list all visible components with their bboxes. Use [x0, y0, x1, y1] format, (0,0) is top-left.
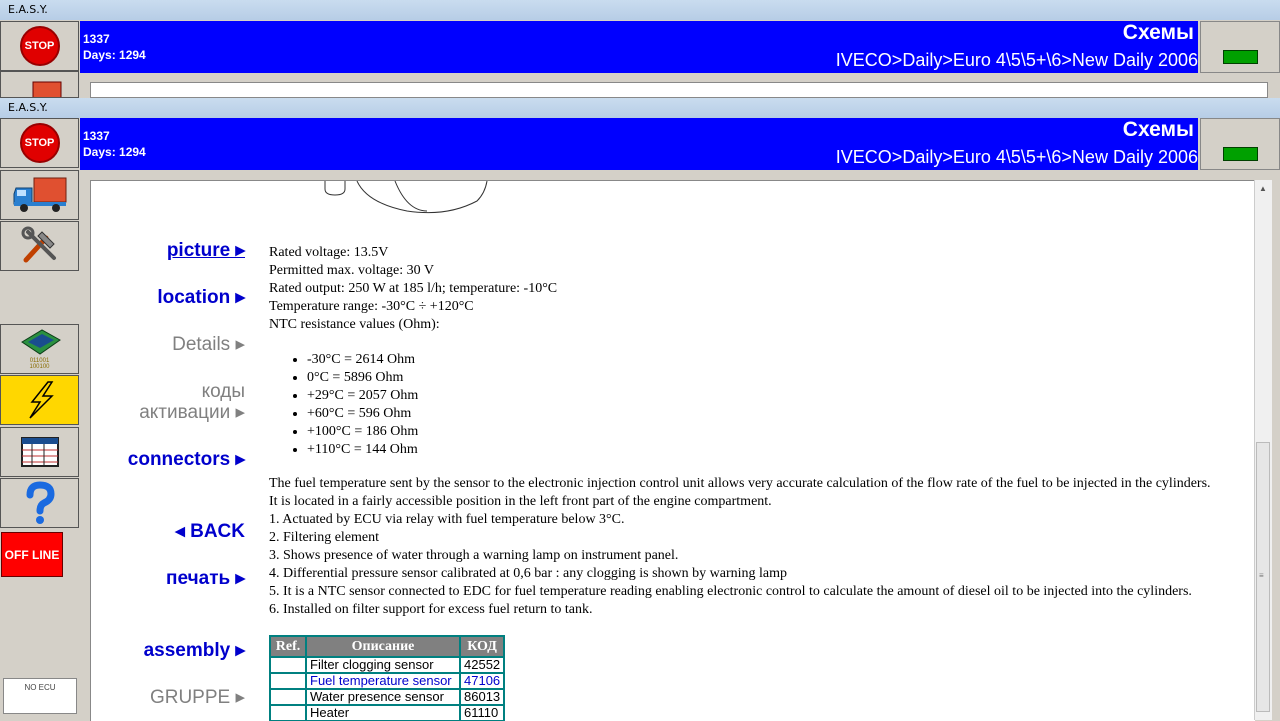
cell-code: 47106 [460, 673, 504, 689]
list-item: • +110°C = 144 Ohm [307, 441, 418, 459]
stop-icon: STOP [20, 123, 60, 163]
header-bar [80, 118, 1198, 170]
spec-line: Rated output: 250 W at 185 l/h; temperature: -10°C [269, 281, 558, 296]
ecu-chip-icon [18, 328, 62, 358]
nav-activation-codes[interactable] [139, 381, 245, 423]
cell-code: 86013 [460, 689, 504, 705]
vehicle-button-back[interactable] [0, 71, 79, 98]
breadcrumb: IVECO>Daily>Euro 4\5\5+\6>New Daily 2006 [835, 50, 1198, 70]
description-line: 1. Actuated by ECU via relay with fuel temperature below 3°C. [269, 512, 625, 527]
ntc-list [269, 351, 418, 459]
parts-table [269, 635, 505, 721]
status-led-icon [1223, 147, 1258, 161]
page-title: Схемы [1122, 21, 1194, 44]
window-title: E.A.S.Y. [8, 101, 48, 114]
list-item: • +29°C = 2057 Ohm [307, 387, 418, 405]
column-header-ref: Ref. [270, 636, 306, 657]
lightning-icon [18, 378, 62, 422]
counter: 1337 [83, 32, 110, 46]
cell-code: 42552 [460, 657, 504, 673]
cell-ref [270, 673, 306, 689]
counter: 1337 [83, 129, 110, 143]
help-button[interactable] [0, 478, 79, 528]
nav-details[interactable]: Details ▸ [172, 334, 245, 355]
ecu-status: NO ECU [3, 678, 77, 714]
stop-button-back[interactable] [0, 21, 79, 71]
component-drawing [317, 181, 537, 217]
cell-ref [270, 689, 306, 705]
truck-icon [12, 176, 68, 214]
nav-assembly[interactable]: assembly ▸ [143, 640, 245, 661]
content-back [90, 82, 1268, 98]
nav-gruppe[interactable]: GRUPPE ▸ [149, 687, 245, 708]
ntc-list-block [269, 351, 418, 459]
question-mark-icon [22, 481, 58, 525]
connection-status [1200, 118, 1280, 170]
offline-indicator: OFF LINE [1, 532, 63, 577]
scroll-up-icon[interactable]: ▲ [1259, 184, 1267, 193]
window-title: E.A.S.Y. [8, 3, 48, 16]
days-counter: Days: 1294 [83, 145, 146, 159]
cell-description: Fuel temperature sensor [306, 673, 460, 689]
description-line: 5. It is a NTC sensor connected to EDC for fuel temperature reading enabling electronic control to calculate the amount of diesel oil to be injected into the cylinders. [269, 584, 1192, 599]
binary-label: 011001 100100 [29, 358, 50, 370]
truck-icon [15, 72, 65, 98]
status-led-icon [1223, 50, 1258, 64]
page-title: Схемы [1122, 118, 1194, 141]
schematics-button[interactable] [0, 375, 79, 425]
cell-ref [270, 705, 306, 721]
connection-status [1200, 21, 1280, 73]
column-header-description: Описание [306, 636, 460, 657]
vehicle-button[interactable] [0, 170, 79, 220]
description-line: 3. Shows presence of water through a warning lamp on instrument panel. [269, 548, 679, 563]
scrollbar-thumb[interactable] [1256, 442, 1270, 712]
description-block [269, 475, 1211, 619]
description-line: 4. Differential pressure sensor calibrated at 0,6 bar : any clogging is shown by warning lamp [269, 566, 787, 581]
description-line: The fuel temperature sent by the sensor to the electronic injection control unit allows very accurate calculation of the flow rate of the fuel to be injected in the cylinders. [269, 476, 1211, 491]
spec-line: NTC resistance values (Ohm): [269, 317, 440, 332]
description-line: 6. Installed on filter support for excess fuel return to tank. [269, 602, 593, 617]
cell-ref [270, 657, 306, 673]
list-item: • +100°C = 186 Ohm [307, 423, 418, 441]
nav-location[interactable]: location ▸ [157, 287, 245, 308]
grip-icon: ≡ [1259, 571, 1264, 580]
stop-icon: STOP [20, 26, 60, 66]
table-row-highlighted[interactable] [270, 673, 504, 689]
spec-line: Temperature range: -30°C ÷ +120°C [269, 299, 474, 314]
days-counter: Days: 1294 [83, 48, 146, 62]
description-line: It is located in a fairly accessible position in the left front part of the engine compartment. [269, 494, 772, 509]
cell-description: Heater [306, 705, 460, 721]
spec-block [269, 244, 557, 334]
nav-codes-line1: коды [201, 381, 245, 402]
table-button[interactable] [0, 427, 79, 477]
tools-icon [20, 226, 60, 266]
spec-line: Permitted max. voltage: 30 V [269, 263, 434, 278]
table-row[interactable] [270, 689, 504, 705]
header-bar-back [80, 21, 1198, 73]
tools-button[interactable] [0, 221, 79, 271]
cell-description: Water presence sensor [306, 689, 460, 705]
window-titlebar [0, 98, 1280, 118]
table-row[interactable] [270, 705, 504, 721]
nav-picture[interactable]: picture ▸ [166, 240, 245, 261]
description-line: 2. Filtering element [269, 530, 380, 545]
breadcrumb: IVECO>Daily>Euro 4\5\5+\6>New Daily 2006 [835, 147, 1198, 167]
list-item: • -30°C = 2614 Ohm [307, 351, 418, 369]
spec-line: Rated voltage: 13.5V [269, 245, 389, 260]
nav-codes-line2: активации ▸ [139, 402, 245, 423]
spreadsheet-icon [20, 436, 60, 468]
cell-code: 61110 [460, 705, 504, 721]
content-area [90, 180, 1255, 721]
vertical-scrollbar[interactable] [1254, 180, 1272, 720]
window-titlebar-back [0, 0, 1280, 20]
list-item: • 0°C = 5896 Ohm [307, 369, 418, 387]
nav-print[interactable]: печать ▸ [166, 568, 245, 589]
table-header-row [270, 636, 504, 657]
list-item: • +60°C = 596 Ohm [307, 405, 418, 423]
stop-button[interactable] [0, 118, 79, 168]
nav-back[interactable]: ◂ BACK [175, 521, 245, 542]
ecu-button[interactable] [0, 324, 79, 374]
table-row[interactable] [270, 657, 504, 673]
nav-connectors[interactable]: connectors ▸ [127, 449, 245, 470]
column-header-code: КОД [460, 636, 504, 657]
cell-description: Filter clogging sensor [306, 657, 460, 673]
